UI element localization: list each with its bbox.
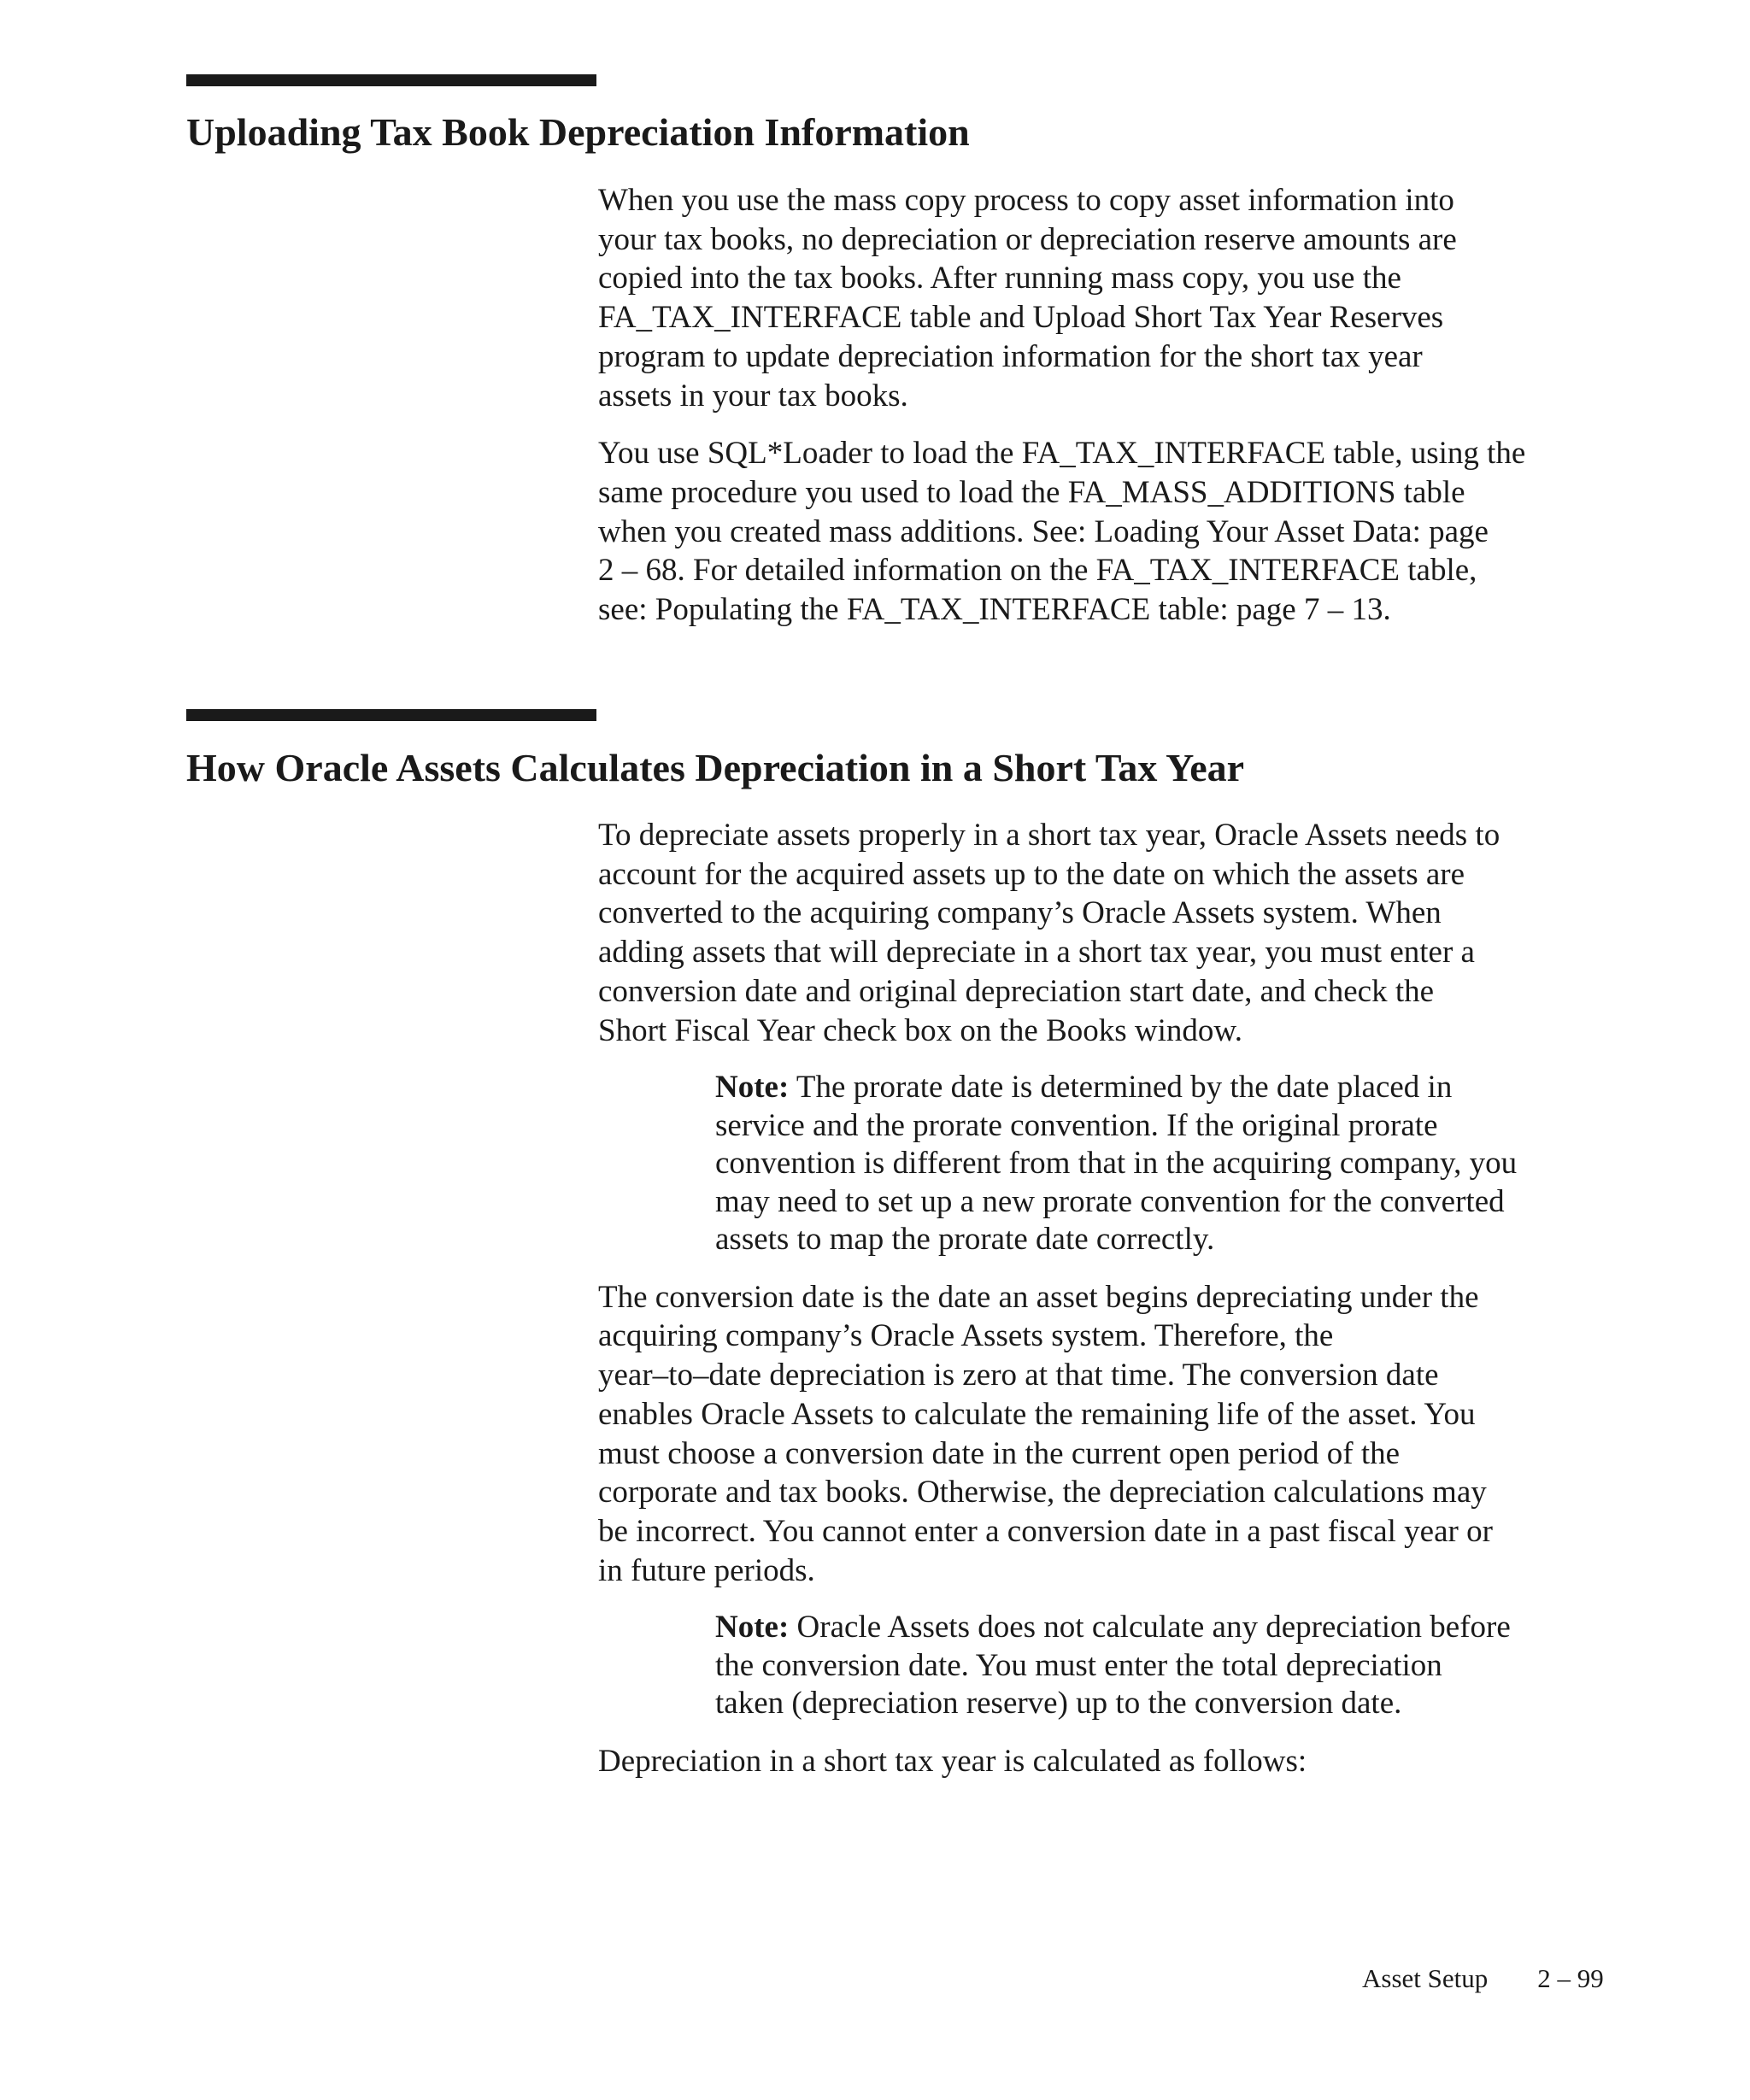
footer-page-number: 2 – 99: [1537, 1963, 1604, 1993]
footer-section-name: Asset Setup: [1362, 1963, 1489, 1993]
note-label: Note:: [715, 1610, 790, 1645]
section-heading-uploading-tax-book: Uploading Tax Book Depreciation Information: [186, 110, 970, 154]
section-1-body: [598, 181, 1632, 648]
note-no-depreciation-before-conversion: [715, 1609, 1632, 1723]
section-rule-1: [186, 74, 596, 86]
paragraph-sql-loader: You use SQL*Loader to load the FA_TAX_INTERFACE table, using the same procedure you used to load the FA_MASS_ADDITIONS table when you created mass additions. See: Loading Your Asset Data: page 2 – 68. For detailed information on the FA_TAX_INTERFACE table, see: Populating the FA_TAX_INTERFACE table: page 7 – 13.: [598, 436, 1526, 628]
paragraph-conversion-date: The conversion date is the date an asset begins depreciating under the acquiring company’s Oracle Assets system. Therefore, the year–to–date depreciation is zero at that time. The conversion date enables Oracle Assets to calculate the remaining life of the asset. You must choose a conversion date in the current open period of the corporate and tax books. Otherwise, the depreciation calculations may be incorrect. You cannot enter a conversion date in a past fiscal year or in future periods.: [598, 1279, 1493, 1588]
note-text: The prorate date is determined by the date placed in service and the prorate convention. If the original prorate convention is different from that in the acquiring company, you may need to set up a new prorate convention for the converted assets to map the prorate date correctly.: [715, 1070, 1518, 1258]
page-footer: [1362, 1962, 1604, 1996]
section-heading-short-tax-year: How Oracle Assets Calculates Depreciation in a Short Tax Year: [186, 746, 1245, 789]
note-prorate-date: [715, 1069, 1632, 1259]
paragraph-calculated-as-follows: Depreciation in a short tax year is calculated as follows:: [598, 1743, 1307, 1779]
section-rule-2: [186, 709, 596, 721]
section-2-body: [598, 816, 1632, 1800]
paragraph-depreciate-properly: To depreciate assets properly in a short tax year, Oracle Assets needs to account for the acquired assets up to the date on which the assets are converted to the acquiring company’s Oracle Assets system. When adding assets that will depreciate in a short tax year, you must enter a conversion date and original depreciation start date, and check the Short Fiscal Year check box on the Books window.: [598, 818, 1500, 1048]
note-text: Oracle Assets does not calculate any depreciation before the conversion date. You must enter the total depreciation taken (depreciation reserve) up to the conversion date.: [715, 1610, 1511, 1722]
paragraph-mass-copy: When you use the mass copy process to copy asset information into your tax books, no depreciation or depreciation reserve amounts are copied into the tax books. After running mass copy, you use the FA_TAX_INTERFACE table and Upload Short Tax Year Reserves program to update depreciation information for the short tax year assets in your tax books.: [598, 183, 1457, 414]
note-label: Note:: [715, 1070, 790, 1106]
